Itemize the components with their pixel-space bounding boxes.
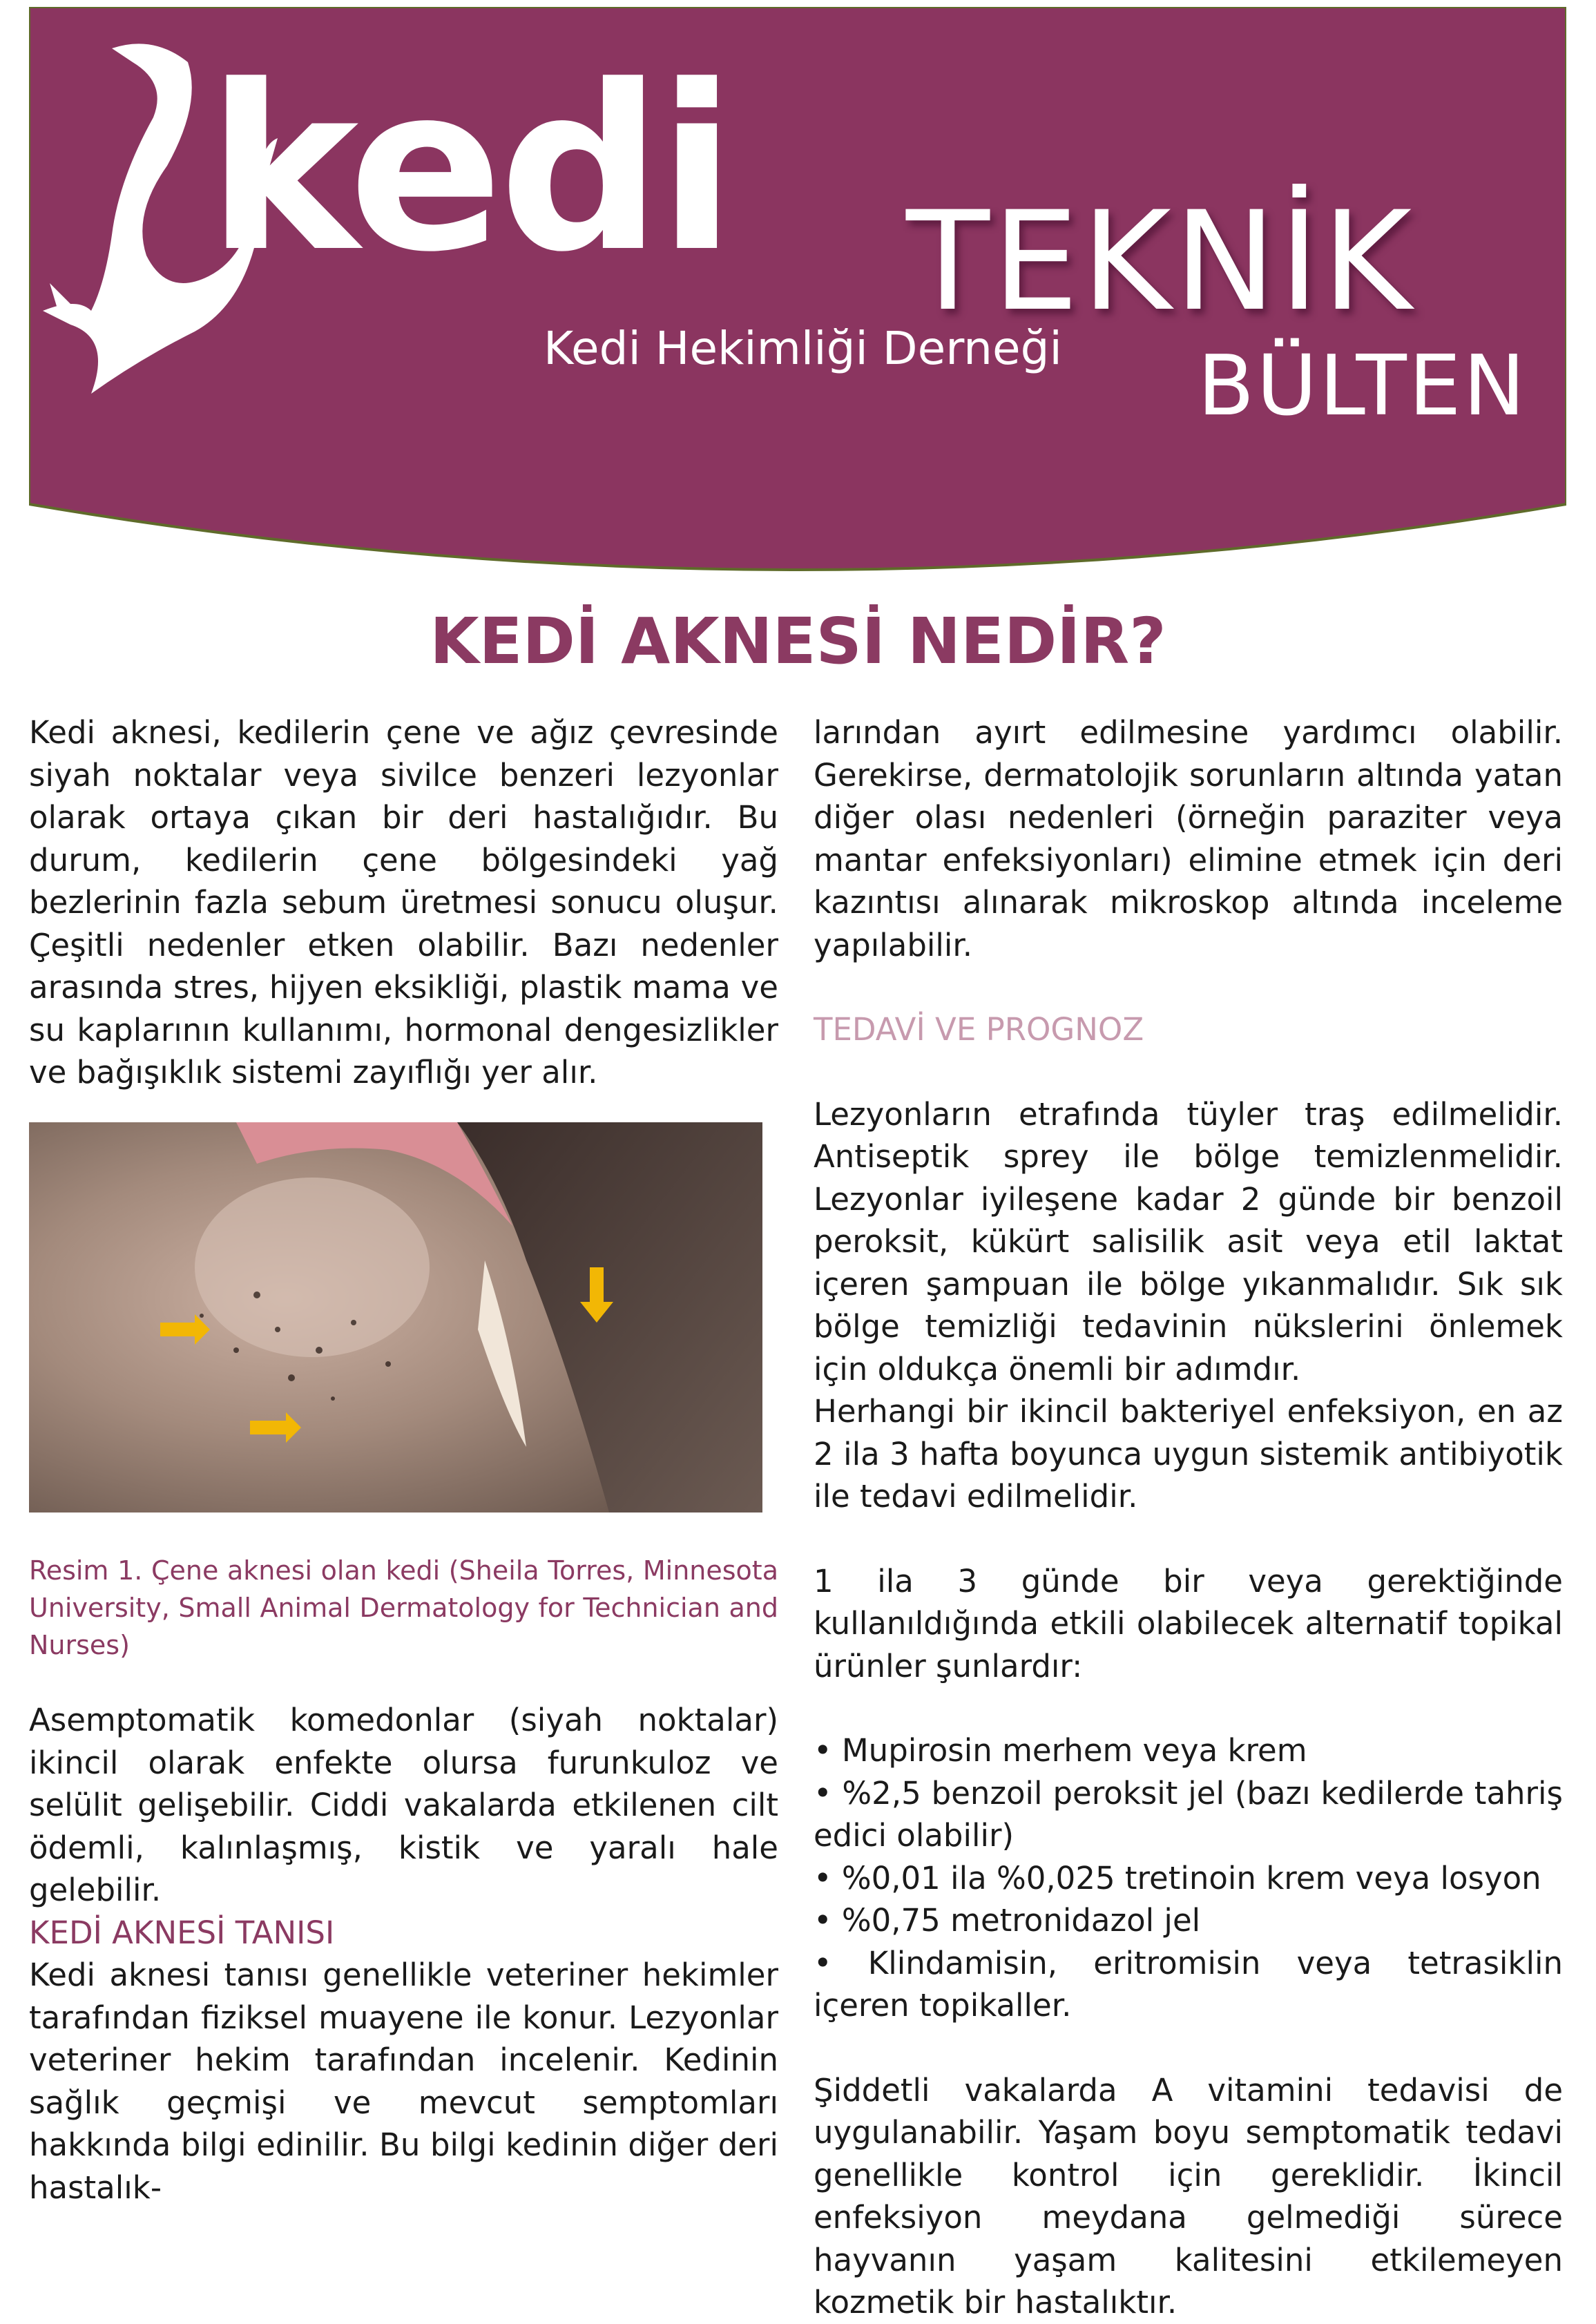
closing-paragraph: Şiddetli vakalarda A vitamini tedavisi de uygulanabilir. Yaşam boyu semptomatik tedavi genellikle kontrol için gereklidir. İkincil enfeksiyon meydana gelmediği sürece hayvanın yaşam kalitesini etkilemeyen kozmetik bir hastalıktır. (814, 2071, 1563, 2321)
list-item: • Klindamisin, eritromisin veya tetrasiklin içeren topikaller. (814, 1944, 1563, 2024)
figure-caption: Resim 1. Çene aknesi olan kedi (Sheila Torres, Minnesota University, Small Animal Dermatology for Technician and Nurses) (29, 1555, 778, 1660)
left-column-intro (29, 711, 778, 1094)
treatment-paragraph-1: Lezyonların etrafında tüyler traş edilmelidir. Antiseptik sprey ile bölge temizlenmelidir. Lezyonlar iyileşene kadar 2 günde bir benzoil peroksit, kükürt salisilik asit veya etil laktat içeren şampuan ile bölge yıkanmalıdır. Sık sık bölge temizliği tedavinin nükslerini önlemek için oldukça önemli bir adımdır. (814, 1095, 1563, 1387)
bulten-heading: BÜLTEN (1198, 338, 1528, 434)
diagnosis-paragraph-right: larından ayırt edilmesine yardımcı olabilir. Gerekirse, dermatolojik sorunların altında yatan diğer olası nedenleri (örneğin paraziter veya mantar enfeksiyonları) elimine etmek için deri kazıntısı alınarak mikroskop altında inceleme yapılabilir. (814, 714, 1563, 963)
diagnosis-paragraph-left: Kedi aknesi tanısı genellikle veteriner hekimler tarafından fiziksel muayene ile konur. Lezyonlar veteriner hekim tarafından incelenir. Kedinin sağlık geçmişi ve mevcut semptomları hakkında bilgi edinilir. Bu bilgi kedinin diğer deri hastalık- (29, 1957, 778, 2206)
cat-chin-acne-photo (29, 1122, 762, 1512)
teknik-heading: TEKNİK (906, 182, 1415, 341)
list-item: • Mupirosin merhem veya krem (814, 1732, 1307, 1769)
list-item: • %0,75 metronidazol jel (814, 1902, 1201, 1939)
diagnosis-heading: KEDİ AKNESİ TANISI (29, 1914, 335, 1951)
treatment-paragraph-2: Herhangi bir ikincil bakteriyel enfeksiyon, en az 2 ila 3 hafta boyunca uygun sistemik antibiyotik ile tedavi edilmelidir. (814, 1393, 1563, 1515)
right-column (814, 711, 1563, 2324)
topicals-list (814, 1729, 1563, 2027)
article-title: KEDİ AKNESİ NEDİR? (430, 604, 1166, 678)
treatment-heading: TEDAVİ VE PROGNOZ (814, 1011, 1144, 1048)
intro-paragraph: Kedi aknesi, kedilerin çene ve ağız çevresinde siyah noktalar veya sivilce benzeri lezyonlar olarak ortaya çıkan bir deri hastalığıdır. Bu durum, kedilerin çene bölgesindeki yağ bezlerinin fazla sebum üretmesi sonucu oluşur. Çeşitli nedenler etken olabilir. Bazı nedenler arasında stres, hijyen eksikliği, plastik mama ve su kaplarının kullanımı, hormonal dengesizlikler ve bağışıklık sistemi zayıflığı yer alır. (29, 714, 778, 1091)
left-column-lower (29, 1699, 778, 2209)
logo-subtitle: Kedi Hekimliği Derneği (544, 322, 1062, 375)
header-banner (29, 7, 1566, 590)
list-item: • %2,5 benzoil peroksit jel (bazı kedilerde tahriş edici olabilir) (814, 1774, 1563, 1854)
complications-paragraph: Asemptomatik komedonlar (siyah noktalar) ikincil olarak enfekte olursa furunkuloz ve selülit gelişebilir. Ciddi vakalarda etkilenen cilt ödemli, kalınlaşmış, kistik ve yaralı hale gelebilir. (29, 1702, 778, 1908)
list-item: • %0,01 ila %0,025 tretinoin krem veya losyon (814, 1859, 1541, 1896)
logo-word: kedi (207, 37, 732, 302)
topicals-intro: 1 ila 3 günde bir veya gerektiğinde kullanıldığında etkili olabilecek alternatif topikal ürünler şunlardır: (814, 1562, 1563, 1684)
